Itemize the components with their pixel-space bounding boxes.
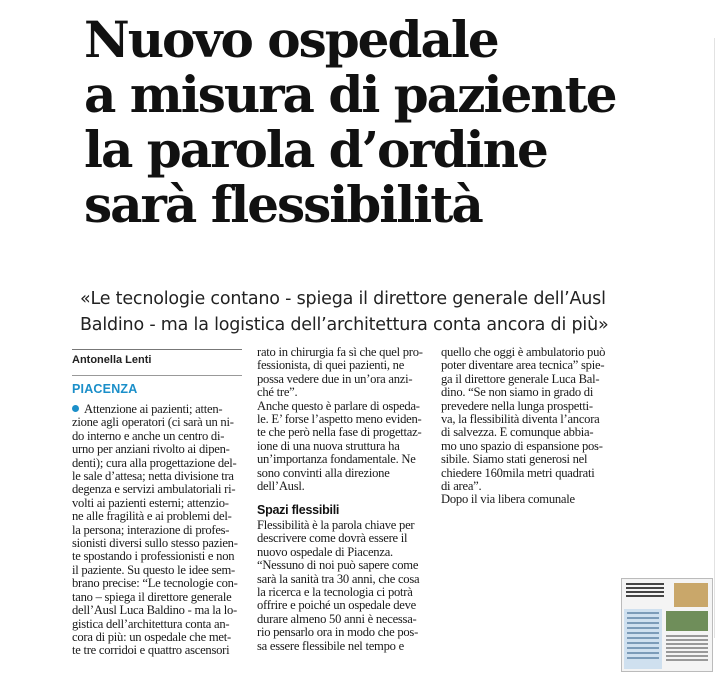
headline-line: Nuovo ospedale [84, 10, 498, 69]
text-line: la ricerca e la tecnologia ci potrà [257, 584, 413, 599]
text-line: descrivere come dovrà essere il [257, 531, 408, 546]
text-line: ne alle fragilità e ai problemi del- [72, 509, 232, 524]
text-line: le. E’ forse l’aspetto meno eviden- [257, 412, 422, 427]
headline-line: la parola d’ordine [84, 120, 547, 179]
text-line: un’importanza fondamentale. Ne [257, 452, 416, 467]
text-line: nuovo ospedale di Piacenza. [257, 544, 393, 559]
text-line: di area”. [441, 479, 482, 494]
text-line: Flessibilità è la parola chiave per [257, 517, 415, 532]
thumbnail-headline [626, 583, 664, 599]
text-line: cora di più: un ospedale che met- [72, 629, 231, 644]
text-line: rio pensarlo ora in modo che pos- [257, 625, 419, 640]
text-line: sarà la sanità tra 30 anni, che cosa [257, 571, 420, 586]
thumbnail-map-image [666, 611, 708, 631]
text-line: di salvezza. E comunque abbia- [441, 425, 594, 440]
text-line: gistica dell’architettura conta an- [72, 616, 230, 631]
text-line: dell’Ausl Luca Baldino - ma la lo- [72, 603, 237, 618]
thumbnail-text-lines [666, 635, 708, 663]
text-line: mo uno spazio di espansione pos- [441, 438, 603, 453]
subheadline-line: Baldino - ma la logistica dell’architettura conta ancora di più» [80, 315, 609, 335]
text-line: offrire e poiché un ospedale deve [257, 598, 417, 613]
text-line: sionisti diversi sullo stesso pazien- [72, 536, 238, 551]
byline-block [72, 349, 242, 396]
text-line: sa essere flessibile nel tempo e [257, 638, 404, 653]
text-line: il paziente. Su questo le idee sem- [72, 562, 235, 577]
text-line: ga il direttore generale Luca Bal- [441, 371, 600, 386]
headline-line: a misura di paziente [84, 65, 616, 124]
text-line: sibile. Siamo stati generosi nel [441, 452, 588, 467]
text-line: do interno e anche un centro di- [72, 428, 225, 443]
thumbnail-text-block [624, 609, 662, 669]
text-line: va, la flessibilità diventa l’ancora [441, 412, 600, 427]
section-divider [72, 375, 242, 376]
text-line: volti ai pazienti esterni; attenzio- [72, 495, 229, 510]
text-line: Dopo il via libera comunale [441, 492, 575, 507]
text-line: prevedere nella lunga prospetti- [441, 398, 593, 413]
text-line: ione di una nuova struttura ha [257, 438, 400, 453]
text-line: te che però nella fase di progettaz- [257, 425, 422, 440]
text-line: Anche questo è parlare di ospeda- [257, 398, 420, 413]
headline [84, 12, 704, 232]
text-line: dell’Ausl. [257, 479, 305, 494]
text-line: Attenzione ai pazienti; atten- [72, 403, 247, 416]
page-thumbnail[interactable] [621, 578, 713, 672]
article-column-3 [441, 346, 621, 507]
text-line: dino. “Se non siamo in grado di [441, 385, 594, 400]
section-label: PIACENZA [72, 382, 138, 396]
text-line: te tre corridoi e quattro ascensori [72, 643, 230, 658]
text-line: la persona; interazione di profes- [72, 522, 230, 537]
column-2-paragraph [257, 346, 432, 493]
text-line: rato in chirurgia fa sì che quel pro- [257, 345, 423, 359]
author-name: Antonella Lenti [72, 354, 152, 366]
text-line: quello che oggi è ambulatorio può [441, 345, 606, 359]
byline-divider [72, 349, 242, 350]
headline-line: sarà flessibilità [84, 175, 482, 234]
text-line: fessionista, di quei pazienti, ne [257, 358, 405, 373]
subheadline [80, 286, 700, 338]
text-line: durare almeno 50 anni è necessa- [257, 611, 417, 626]
text-line: le sale d’attesa; netta divisione tra [72, 469, 234, 484]
text-line: “Nessuno di noi può sapere come [257, 558, 419, 573]
text-line: denti); cura alla progettazione del- [72, 455, 237, 470]
text-line: zione agli operatori (ci sarà un ni- [72, 415, 234, 430]
text-line: poter diventare area tecnica” spie- [441, 358, 605, 373]
subheadline-line: «Le tecnologie contano - spiega il direttore generale dell’Ausl [80, 289, 606, 309]
text-line: degenza e servizi ambulatoriali ri- [72, 482, 236, 497]
column-2-paragraph-continued [257, 519, 432, 653]
text-line: urno per anziani rivolto ai dipen- [72, 442, 230, 457]
article-column-2 [257, 346, 432, 653]
text-line: ché tre”. [257, 385, 298, 400]
bullet-icon [72, 405, 79, 412]
text-line: sono convinti alla direzione [257, 465, 390, 480]
article-column-1 [72, 403, 247, 658]
thumbnail-image [674, 583, 708, 607]
section-subheading: Spazi flessibili [257, 503, 340, 518]
text-line: tano – spiega il direttore generale [72, 589, 232, 604]
text-line: te spostando i professionisti e non [72, 549, 235, 564]
text-line: possa vedere due in un’ora anzi- [257, 371, 413, 386]
page-edge-divider [714, 38, 715, 638]
text-line: brano precise: “Le tecnologie con- [72, 576, 238, 591]
text-line: chiedere 160mila metri quadrati [441, 465, 595, 480]
